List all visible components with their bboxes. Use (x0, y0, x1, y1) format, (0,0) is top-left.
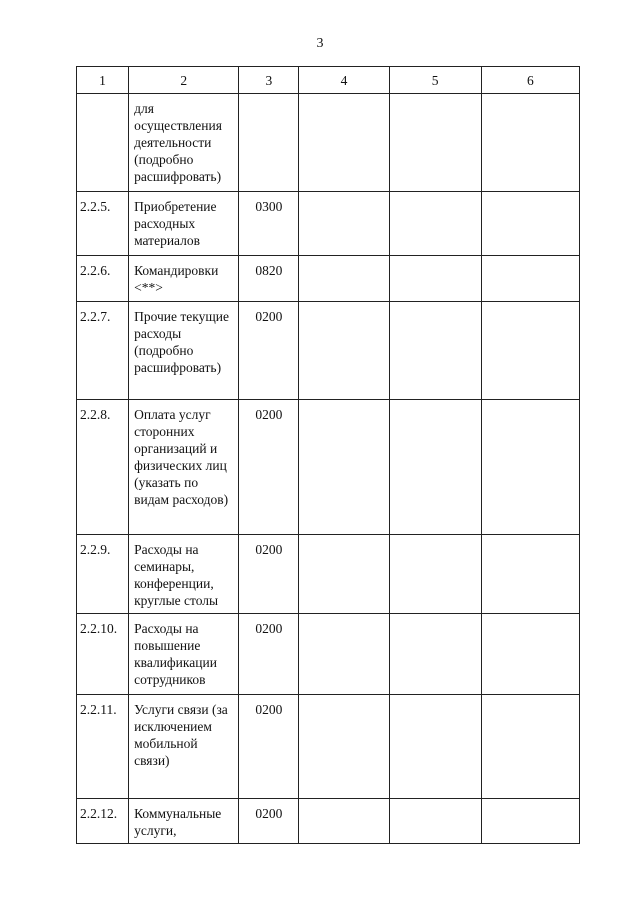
row-name-cell: Расходы на семинары, конференции, круглые столы (129, 535, 239, 614)
row-number-cell: 2.2.7. (77, 302, 129, 400)
row-code-cell: 0200 (239, 400, 299, 535)
row-value-cell-5 (389, 695, 481, 799)
row-number-cell: 2.2.11. (77, 695, 129, 799)
row-name-cell: Коммунальные услуги, (129, 799, 239, 844)
table-row (77, 94, 580, 192)
row-code-cell (239, 94, 299, 192)
row-name-cell: Расходы на повышение квалификации сотрудников (129, 614, 239, 695)
table-row (77, 302, 580, 400)
row-name-cell: Оплата услуг сторонних организаций и физических лиц (указать по видам расходов) (129, 400, 239, 535)
row-number-cell: 2.2.12. (77, 799, 129, 844)
row-code-cell: 0200 (239, 302, 299, 400)
row-code-cell: 0200 (239, 799, 299, 844)
row-value-cell-5 (389, 302, 481, 400)
row-value-cell-5 (389, 400, 481, 535)
row-value-cell-4 (299, 799, 389, 844)
row-value-cell-4 (299, 192, 389, 256)
table-body (77, 94, 580, 844)
row-value-cell-5 (389, 614, 481, 695)
row-value-cell-6 (481, 614, 579, 695)
row-code-cell: 0200 (239, 614, 299, 695)
row-value-cell-6 (481, 94, 579, 192)
row-value-cell-4 (299, 535, 389, 614)
row-value-cell-6 (481, 302, 579, 400)
row-number-cell: 2.2.8. (77, 400, 129, 535)
row-code-cell: 0200 (239, 695, 299, 799)
row-number-cell: 2.2.5. (77, 192, 129, 256)
row-value-cell-6 (481, 400, 579, 535)
page-number: 3 (316, 36, 324, 51)
row-value-cell-4 (299, 695, 389, 799)
table-row (77, 400, 580, 535)
row-number-cell (77, 94, 129, 192)
row-value-cell-6 (481, 192, 579, 256)
row-value-cell-6 (481, 535, 579, 614)
row-name-cell: для осуществления деятельности (подробно расшифровать) (129, 94, 239, 192)
row-value-cell-4 (299, 614, 389, 695)
row-value-cell-4 (299, 400, 389, 535)
row-name-cell: Командировки <**> (129, 256, 239, 302)
row-value-cell-6 (481, 799, 579, 844)
row-code-cell: 0200 (239, 535, 299, 614)
budget-table (76, 66, 580, 844)
column-header-3: 3 (239, 67, 299, 94)
row-name-cell: Прочие текущие расходы (подробно расшифровать) (129, 302, 239, 400)
row-value-cell-6 (481, 695, 579, 799)
table-row (77, 695, 580, 799)
table-row (77, 535, 580, 614)
row-value-cell-5 (389, 535, 481, 614)
header-row (77, 67, 580, 94)
table-row (77, 614, 580, 695)
row-value-cell-4 (299, 256, 389, 302)
row-number-cell: 2.2.10. (77, 614, 129, 695)
column-header-2: 2 (129, 67, 239, 94)
row-value-cell-5 (389, 192, 481, 256)
row-name-cell: Услуги связи (за исключением мобильной связи) (129, 695, 239, 799)
row-value-cell-5 (389, 799, 481, 844)
table-row (77, 192, 580, 256)
row-value-cell-4 (299, 302, 389, 400)
row-value-cell-5 (389, 94, 481, 192)
row-value-cell-6 (481, 256, 579, 302)
table-row (77, 799, 580, 844)
row-name-cell: Приобретение расходных материалов (129, 192, 239, 256)
row-value-cell-5 (389, 256, 481, 302)
column-header-4: 4 (299, 67, 389, 94)
column-header-5: 5 (389, 67, 481, 94)
row-number-cell: 2.2.9. (77, 535, 129, 614)
table-row (77, 256, 580, 302)
row-code-cell: 0820 (239, 256, 299, 302)
row-value-cell-4 (299, 94, 389, 192)
column-header-6: 6 (481, 67, 579, 94)
column-header-1: 1 (77, 67, 129, 94)
row-code-cell: 0300 (239, 192, 299, 256)
row-number-cell: 2.2.6. (77, 256, 129, 302)
